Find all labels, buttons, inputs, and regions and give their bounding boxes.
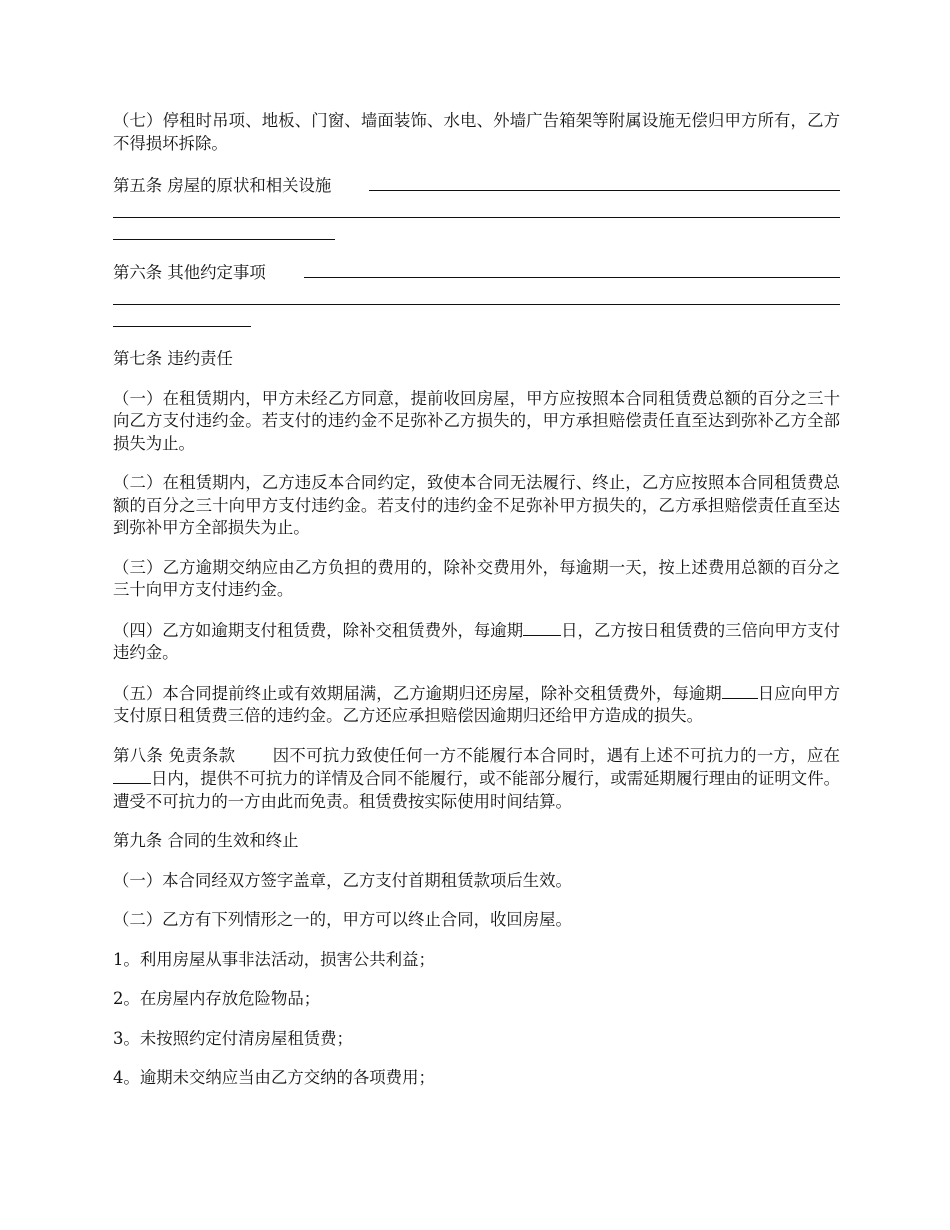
article-9-title: 第九条 合同的生效和终止 [113, 831, 299, 850]
article-6 [113, 259, 840, 327]
article-9-list-item-1: 1。利用房屋从事非法活动，损害公共利益； [113, 949, 435, 969]
article-6-title: 第六条 其他约定事项 [113, 263, 266, 282]
article-9-list-item-2: 2。在房屋内存放危险物品； [113, 989, 321, 1008]
article-7-item-4 [113, 619, 840, 665]
article-8-title: 第八条 免责条款 [113, 745, 236, 765]
article-6-title-row [113, 259, 840, 283]
days-blank[interactable] [722, 682, 758, 699]
article-9-item-2: （二）乙方有下列情形之一的，甲方可以终止合同，收回房屋。 [113, 910, 572, 929]
article-8-text-a: 因不可抗力致使任何一方不能履行本合同时，遇有上述不可抗力的一方，应在 [272, 745, 841, 765]
article-7-item-5-text-a: （五）本合同提前终止或有效期届满，乙方逾期归还房屋，除补交租赁费外，每逾期 [113, 683, 722, 703]
article-8 [113, 745, 840, 814]
article-7-item-3: （三）乙方逾期交纳应由乙方负担的费用的，除补交费用外，每逾期一天，按上述费用总额的百分之三十向甲方支付违约金。 [113, 557, 840, 599]
days-blank[interactable] [523, 619, 561, 636]
article-5-title-row [113, 172, 840, 196]
article-7-item-1: （一）在租赁期内，甲方未经乙方同意，提前收回房屋，甲方应按照本合同租赁费总额的百分之三十向乙方支付违约金。若支付的违约金不足弥补乙方损失的，甲方承担赔偿责任直至达到弥补乙方全部损失为止。 [113, 388, 840, 453]
article-5-title: 第五条 房屋的原状和相关设施 [113, 176, 332, 195]
clause-7-paragraph: （七）停租时吊项、地板、门窗、墙面装饰、水电、外墙广告箱架等附属设施无偿归甲方所有，乙方不得损坏拆除。 [113, 111, 840, 153]
article-7-item-4-text-a: （四）乙方如逾期支付租赁费，除补交租赁费外，每逾期 [113, 620, 524, 640]
article-6-fill-line-2 [113, 283, 840, 305]
article-5 [113, 172, 840, 240]
article-7-item-5-text-b: 日应向甲方支付原日租赁费三倍的违约金。乙方还应承担赔偿因逾期归还给甲方造成的损失。 [113, 683, 841, 725]
article-7-item-4-text-b: 日，乙方按日租赁费的三倍向甲方支付违约金。 [113, 620, 841, 662]
article-7-item-2: （二）在租赁期内，乙方违反本合同约定，致使本合同无法履行、终止，乙方应按照本合同租赁费总额的百分之三十向甲方支付违约金。若支付的违约金不足弥补甲方损失的，乙方承担赔偿责任直至达到弥补甲方全部损失为止。 [113, 473, 840, 537]
article-7-title: 第七条 违约责任 [113, 349, 233, 368]
article-6-fill-line-3 [113, 305, 251, 327]
article-5-fill-line [369, 190, 840, 191]
article-9-list-item-4: 4。逾期未交纳应当由乙方交纳的各项费用； [113, 1068, 435, 1087]
article-7-item-5 [113, 682, 840, 728]
article-5-fill-line-2 [113, 196, 840, 218]
article-9-list-item-3: 3。未按照约定付清房屋租赁费； [113, 1028, 353, 1048]
days-blank[interactable] [113, 767, 151, 784]
article-9-item-1: （一）本合同经双方签字盖章，乙方支付首期租赁款项后生效。 [113, 870, 572, 890]
article-5-fill-line-3 [113, 218, 335, 240]
article-6-fill-line [304, 277, 840, 278]
article-8-text-b: 日内，提供不可抗力的详情及合同不能履行，或不能部分履行，或需延期履行理由的证明文件。遭受不可抗力的一方由此而免责。租赁费按实际使用时间结算。 [113, 769, 840, 811]
